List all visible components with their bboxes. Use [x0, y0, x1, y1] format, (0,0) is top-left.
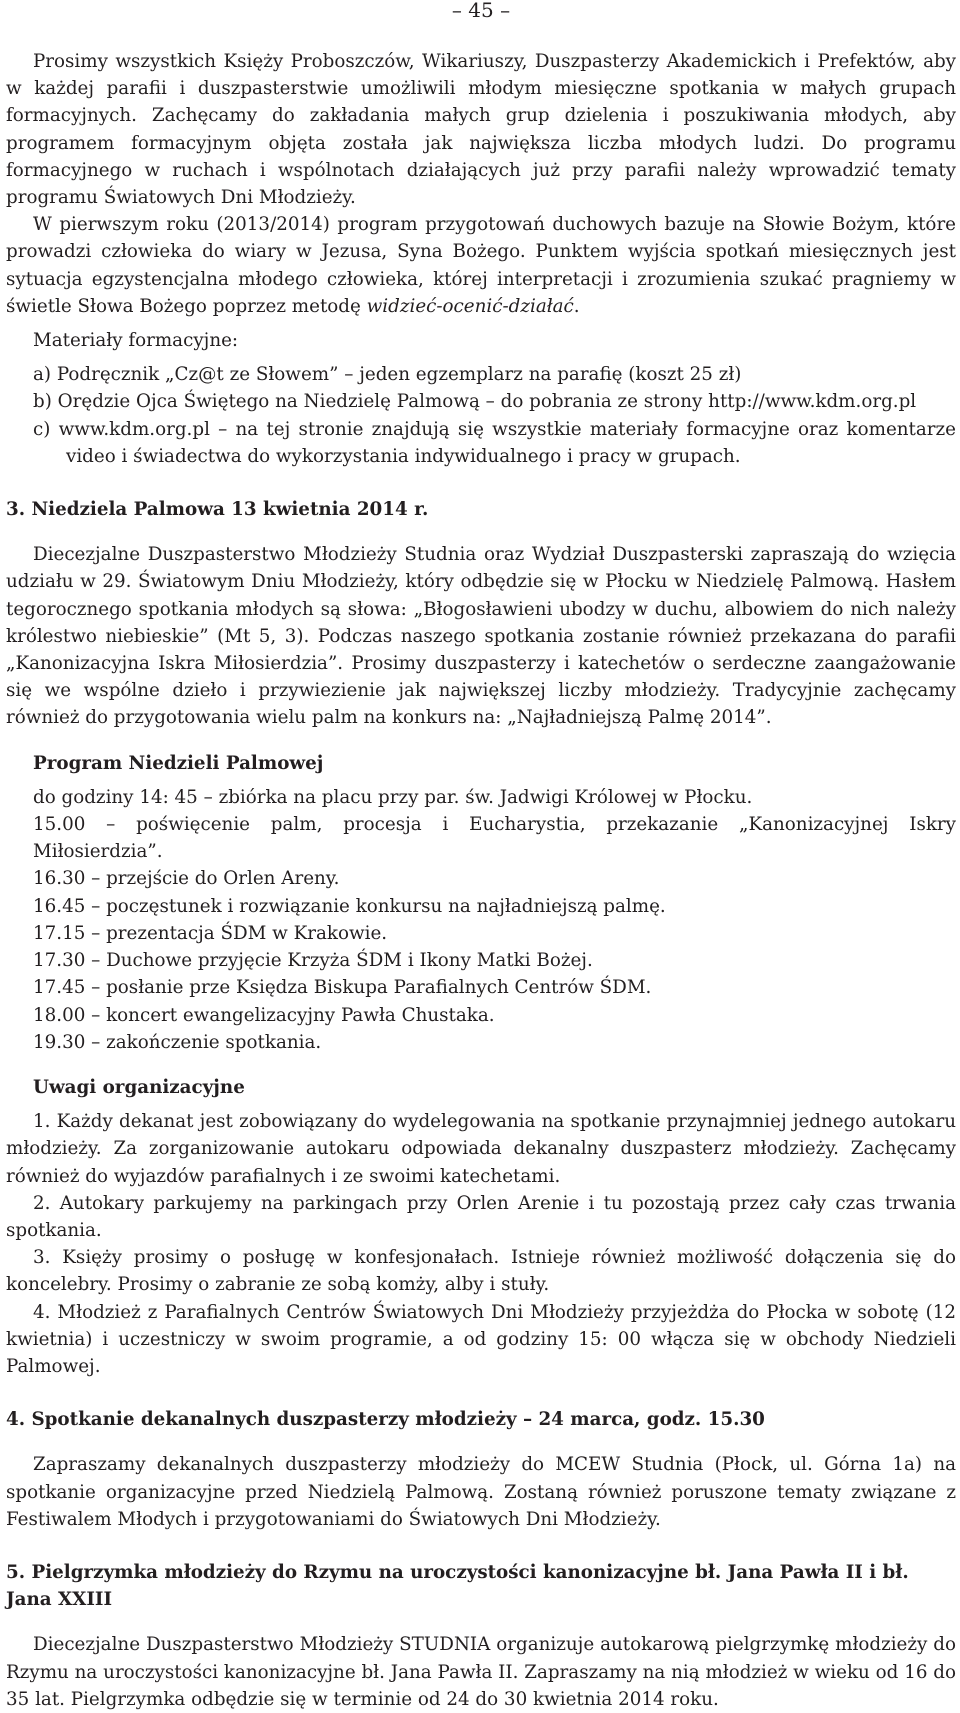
program-item: 19.30 – zakończenie spotkania. — [33, 1031, 322, 1053]
intro-paragraph-2-end: . — [573, 295, 580, 317]
program-item: 17.15 – prezentacja ŚDM w Krakowie. — [33, 922, 388, 944]
program-item: 16.45 – poczęstunek i rozwiązanie konkursu na najładniejszą palmę. — [33, 895, 666, 917]
materials-item: c) www.kdm.org.pl – na tej stronie znajdują się wszystkie materiały formacyjne oraz komentarze video i świadectwa do wykorzystania indywidualnego i pracy w grupach. — [33, 418, 956, 467]
intro-paragraph-2-text: W pierwszym roku (2013/2014) program przygotowań duchowych bazuje na Słowie Bożym, które prowadzi człowieka do wiary w Jezusa, Syna Bożego. Punktem wyjścia spotkań miesięcznych jest sytuacja egzystencjalna młodego człowieka, której interpretacji i zrozumienia szukać pragniemy w świetle Słowa Bożego poprzez metodę — [6, 214, 956, 317]
remark-item: 3. Księży prosimy o posługę w konfesjonałach. Istnieje również możliwość dołączenia się do koncelebry. Prosimy o zabranie ze sobą komży, alby i stuły. — [6, 1247, 956, 1296]
section-5-heading: 5. Pielgrzymka młodzieży do Rzymu na uroczystości kanonizacyjne bł. Jana Pawła II i bł. Jana XXIII — [6, 1561, 909, 1611]
materials-item: a) Podręcznik „Cz@t ze Słowem” – jeden egzemplarz na parafię (koszt 25 zł) — [33, 364, 742, 386]
section-3-body: Diecezjalne Duszpasterstwo Młodzieży Studnia oraz Wydział Duszpasterski zapraszają do wzięcia udziału w 29. Światowym Dniu Młodzieży, który odbędzie się w Płocku w Niedzielę Palmową. Hasłem tegorocznego spotkania młodych są słowa: „Błogosławieni ubodzy w duchu, albowiem do nich należy królestwo niebieskie” (Mt 5, 3). Podczas naszego spotkania zostanie również przekazana do parafii „Kanonizacyjna Iskra Miłosierdzia”. Prosimy duszpasterzy i katechetów o serdeczne zaangażowanie się we wspólne dzieło i przywiezienie jak największej liczby młodzieży. Tradycyjnie zachęcamy również do przygotowania wielu palm na konkurs na: „Najładniejszą Palmę 2014”. — [6, 544, 956, 729]
remark-item: 1. Każdy dekanat jest zobowiązany do wydelegowania na spotkanie przynajmniej jednego autokaru młodzieży. Za zorganizowanie autokaru odpowiada dekanalny duszpasterz młodzieży. Zachęcamy również do wyjazdów parafialnych i ze swoimi katechetami. — [6, 1111, 956, 1187]
remark-item: 4. Młodzież z Parafialnych Centrów Światowych Dni Młodzieży przyjeżdża do Płocka w sobotę (12 kwietnia) i uczestniczy w swoim programie, a od godziny 15: 00 włącza się w obchody Niedzieli Palmowej. — [6, 1301, 956, 1377]
section-3-heading: 3. Niedziela Palmowa 13 kwietnia 2014 r. — [6, 499, 429, 521]
program-item: 18.00 – koncert ewangelizacyjny Pawła Chustaka. — [33, 1004, 495, 1026]
intro-paragraph-1: Prosimy wszystkich Księży Proboszczów, Wikariuszy, Duszpasterzy Akademickich i Prefektów, aby w każdej parafii i duszpasterstwie umożliwili młodym miesięczne spotkania w małych grupach formacyjnych. Zachęcamy do zakładania małych grup dzielenia i poszukiwania młodych, aby programem formacyjnym objęta została jak największa liczba młodych ludzi. Do programu formacyjnego w ruchach i wspólnotach działających już przy parafii należy wprowadzić tematy programu Światowych Dni Młodzieży. — [6, 51, 956, 209]
program-item: 15.00 – poświęcenie palm, procesja i Eucharystia, przekazanie „Kanonizacyjnej Iskry Miłosierdzia”. — [33, 814, 956, 863]
program-heading: Program Niedzieli Palmowej — [33, 752, 324, 774]
program-item: 16.30 – przejście do Orlen Areny. — [33, 868, 340, 890]
section-4-body: Zapraszamy dekanalnych duszpasterzy młodzieży do MCEW Studnia (Płock, ul. Górna 1a) na spotkanie organizacyjne przed Niedzielą Palmową. Zostaną również poruszone tematy związane z Festiwalem Młodych i przygotowaniami do Światowych Dni Młodzieży. — [6, 1454, 956, 1530]
intro-paragraph-2 — [6, 211, 956, 320]
remarks-list — [6, 1108, 956, 1380]
section-4-heading: 4. Spotkanie dekanalnych duszpasterzy młodzieży – 24 marca, godz. 15.30 — [6, 1409, 765, 1431]
remark-item: 2. Autokary parkujemy na parkingach przy Orlen Arenie i tu pozostają przez cały czas trwania spotkania. — [6, 1192, 956, 1241]
section-5-body: Diecezjalne Duszpasterstwo Młodzieży STUDNIA organizuje autokarową pielgrzymkę młodzieży do Rzymu na uroczystości kanonizacyjne bł. Jana Pawła II. Zapraszamy na nią młodzież w wieku od 16 do 35 lat. Pielgrzymka odbędzie się w terminie od 24 do 30 kwietnia 2014 roku. — [6, 1634, 956, 1710]
method-emphasis: widzieć-ocenić-działać — [366, 295, 574, 317]
program-item: do godziny 14: 45 – zbiórka na placu przy par. św. Jadwigi Królowej w Płocku. — [33, 786, 753, 808]
program-list — [6, 784, 956, 1056]
remarks-heading: Uwagi organizacyjne — [33, 1076, 245, 1098]
page-number: – 45 – — [451, 0, 511, 22]
materials-label: Materiały formacyjne: — [33, 330, 239, 352]
program-item: 17.45 – posłanie prze Księdza Biskupa Parafialnych Centrów ŚDM. — [33, 977, 652, 999]
materials-item: b) Orędzie Ojca Świętego na Niedzielę Palmową – do pobrania ze strony http://www.kdm.org.pl — [33, 391, 917, 413]
program-item: 17.30 – Duchowe przyjęcie Krzyża ŚDM i Ikony Matki Bożej. — [33, 950, 593, 972]
page-content — [6, 48, 956, 1713]
